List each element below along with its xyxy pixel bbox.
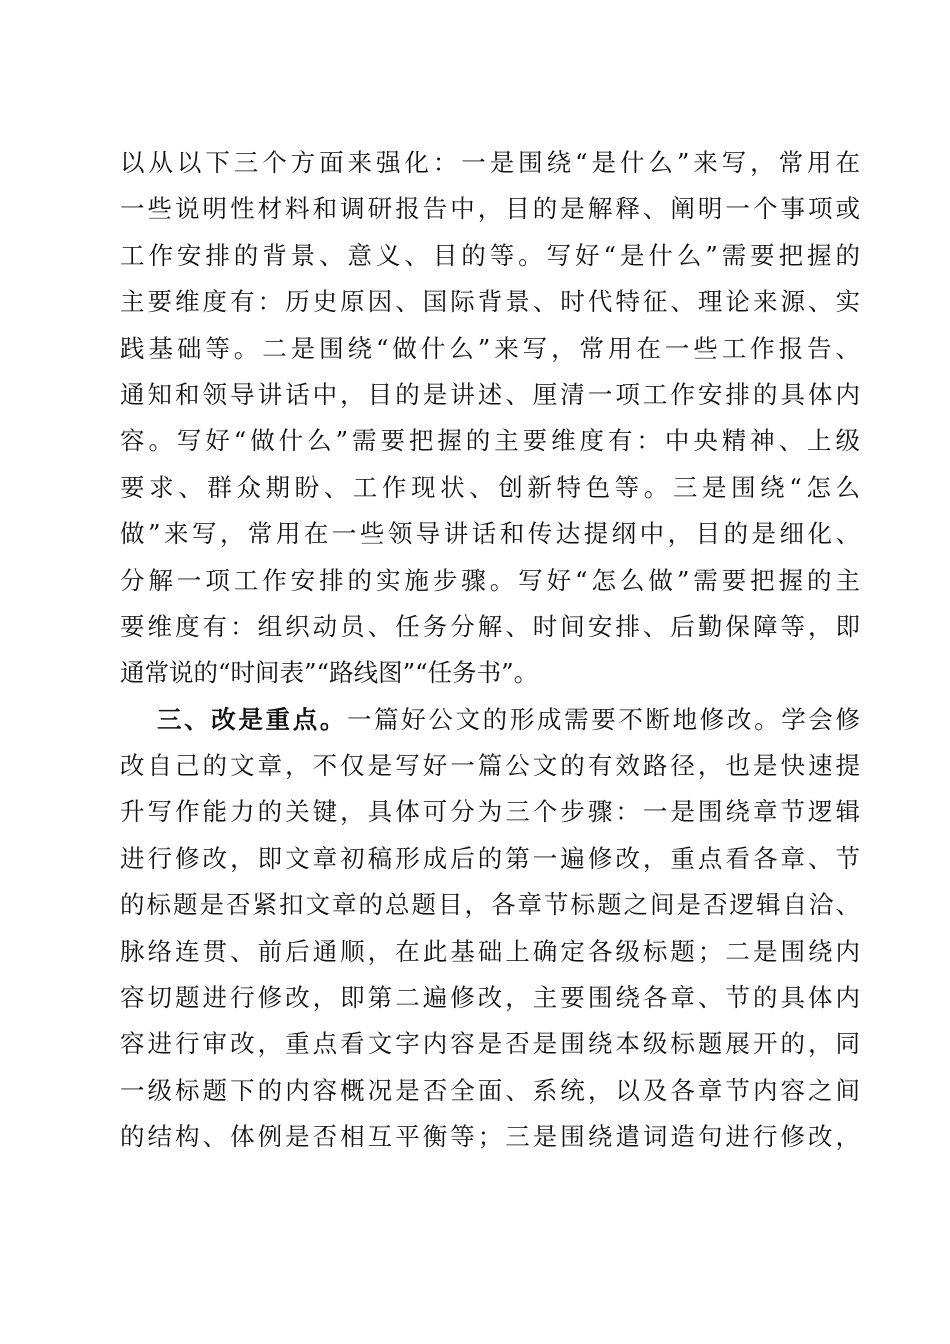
paragraph-line: 以从以下三个方面来强化：一是围绕“是什么”来写，常用在 (120, 148, 860, 177)
paragraph-line: 工作安排的背景、意义、目的等。写好“是什么”需要把握的 (120, 240, 860, 270)
paragraph-line: 一些说明性材料和调研报告中，目的是解释、阐明一个事项或 (120, 194, 860, 224)
paragraph-text: 一篇好公文的形成需要不断地修改。学会修 (346, 704, 861, 734)
paragraph-line: 要求、群众期盼、工作现状、创新特色等。三是围绕“怎么 (120, 472, 860, 502)
paragraph-line: 的结构、体例是否相互平衡等；三是围绕遣词造句进行修改， (120, 1122, 860, 1152)
section-heading: 三、改是重点。 (157, 704, 347, 734)
paragraph-line: 脉络连贯、前后通顺，在此基础上确定各级标题；二是围绕内 (120, 936, 860, 966)
paragraph-line: 的标题是否紧扣文章的总题目，各章节标题之间是否逻辑自洽、 (120, 890, 860, 920)
paragraph-first-line (120, 697, 860, 743)
paragraph-line: 通知和领导讲话中，目的是讲述、厘清一项工作安排的具体内 (120, 379, 860, 409)
paragraph-line: 通常说的“时间表”“路线图”“任务书”。 (120, 658, 539, 688)
paragraph-line: 改自己的文章，不仅是写好一篇公文的有效路径，也是快速提 (120, 751, 860, 781)
paragraph-line: 要维度有：组织动员、任务分解、时间安排、后勤保障等，即 (120, 611, 860, 641)
paragraph-line: 升写作能力的关键，具体可分为三个步骤：一是围绕章节逻辑 (120, 797, 860, 827)
paragraph-line: 容切题进行修改，即第二遍修改，主要围绕各章、节的具体内 (120, 983, 860, 1013)
paragraph-line: 做”来写，常用在一些领导讲话和传达提纲中，目的是细化、 (120, 519, 860, 549)
paragraph-line: 容进行审改，重点看文字内容是否是围绕本级标题展开的，同 (120, 1029, 860, 1059)
paragraph-line: 进行修改，即文章初稿形成后的第一遍修改，重点看各章、节 (120, 843, 860, 873)
paragraph-line: 分解一项工作安排的实施步骤。写好“怎么做”需要把握的主 (120, 565, 860, 595)
paragraph-line: 践基础等。二是围绕“做什么”来写，常用在一些工作报告、 (120, 333, 860, 363)
paragraph-line: 主要维度有：历史原因、国际背景、时代特征、理论来源、实 (120, 287, 860, 317)
paragraph-line: 容。写好“做什么”需要把握的主要维度有：中央精神、上级 (120, 426, 860, 456)
paragraph-line: 一级标题下的内容概况是否全面、系统，以及各章节内容之间 (120, 1075, 860, 1105)
body-text (120, 140, 860, 1161)
